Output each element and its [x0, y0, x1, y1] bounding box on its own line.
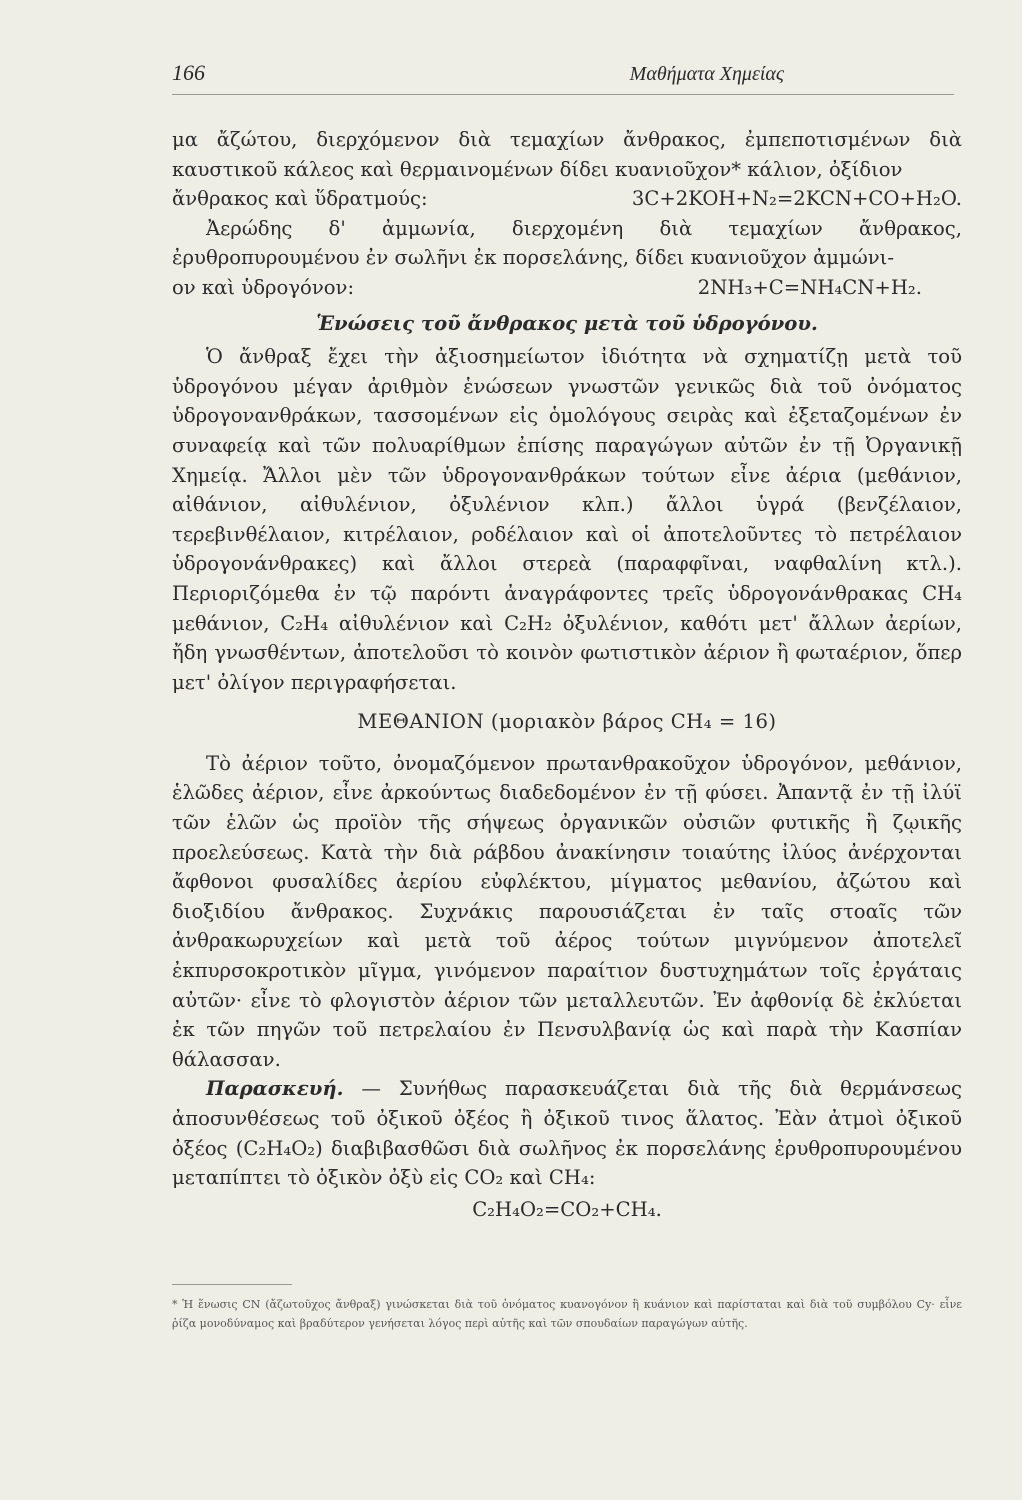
footnote: * Ἡ ἕνωσις CN (ἄζωτοῦχος ἄνθραξ) γινώσκεται διὰ τοῦ ὀνόματος κυανογόνον ἢ κυάνιον καὶ παρίσταται καὶ διὰ τοῦ συμβόλου Cy· εἶνε ῥίζα μονοδύναμος καὶ βραδύτερον γενήσεται λόγος περὶ αὐτῆς καὶ τῶν σπουδαίων παραγώγων αὐτῆς.: [172, 1298, 962, 1331]
formula-line-1: [172, 184, 962, 214]
paragraph-2: Ἀερώδης δ' ἀμμωνία, διερχομένη διὰ τεμαχίων ἄνθρακος, ἐρυθροπυρουμένου ἐν σωλῆνι ἐκ πορσελάνης, δίδει κυανιοῦχον ἀμμώνι-: [172, 216, 962, 270]
paragraph-4: Τὸ ἀέριον τοῦτο, ὀνομαζόμενον πρωτανθρακοῦχον ὑδρογόνον, μεθάνιον, ἑλῶδες ἀέριον, εἶνε ἀρκούντως διαδεδομένον ἐν τῇ φύσει. Ἀπαντᾷ ἐν τῇ ἰλύϊ τῶν ἑλῶν ὡς προϊὸν τῆς σήψεως ὀργανικῶν οὐσιῶν φυτικῆς ἢ ζῳικῆς προελεύσεως. Κατὰ τὴν διὰ ράβδου ἀνακίνησιν τοιαύτης ἰλύος ἀνέρχονται ἄφθονοι φυσαλίδες ἀερίου εὐφλέκτου, μίγματος μεθανίου, ἀζώτου καὶ διοξιδίου ἄνθρακος. Συχνάκις παρουσιάζεται ἐν ταῖς στοαῖς τῶν ἀνθρακωρυχείων καὶ μετὰ τοῦ ἀέρος τούτων μιγνύμενον ἀποτελεῖ ἐκπυρσοκροτικὸν μῖγμα, γινόμενον παραίτιον δυστυχημάτων τοῖς ἐργάταις αὐτῶν· εἶνε τὸ φλογιστὸν ἀέριον τῶν μεταλλευτῶν. Ἐν ἀφθονίᾳ δὲ ἐκλύεται ἐκ τῶν πηγῶν τοῦ πετρελαίου ἐν Πενσυλβανίᾳ ὡς καὶ παρὰ τὴν Κασπίαν θάλασσαν.: [172, 751, 962, 1071]
formula-line-2: [172, 273, 962, 303]
formula-acetic-acid-decomposition: C₂H₄O₂=CO₂+CH₄.: [472, 1197, 662, 1221]
footnote-divider: [172, 1284, 292, 1285]
section-heading-hydrocarbons: Ἑνώσεις τοῦ ἄνθρακος μετὰ τοῦ ὑδρογόνου.: [316, 311, 818, 335]
paragraph-2-end: ον καὶ ὑδρογόνον:: [172, 275, 355, 299]
paragraph-1-end: ἄνθρακος καὶ ὕδρατμούς:: [172, 187, 428, 211]
section-heading-methane: ΜΕΘΑΝΙΟΝ (μοριακὸν βάρος CH₄ = 16): [357, 710, 777, 734]
formula-ammonium-cyanide: 2NH₃+C=NH₄CN+H₂.: [697, 275, 922, 299]
page-number: 166: [172, 60, 205, 85]
paragraph-5: [172, 1074, 962, 1192]
paragraph-3: Ὁ ἄνθραξ ἔχει τὴν ἀξιοσημείωτον ἰδιότητα νὰ σχηματίζῃ μετὰ τοῦ ὑδρογόνου μέγαν ἀριθμὸν ἑνώσεων γνωστῶν γενικῶς διὰ τοῦ ὀνόματος ὑδρογονανθράκων, τασσομένων εἰς ὁμολόγους σειρὰς καὶ ἐξεταζομένων ἐν συναφείᾳ καὶ τῶν πολυαρίθμων ἐπίσης παραγώγων αὐτῶν ἐν τῇ Ὀργανικῇ Χημείᾳ. Ἄλλοι μὲν τῶν ὑδρογονανθράκων τούτων εἶνε ἀέρια (μεθάνιον, αἰθάνιον, αἰθυλένιον, ὀξυλένιον κλπ.) ἄλλοι ὑγρά (βενζέλαιον, τερεβινθέλαιον, κιτρέλαιον, ροδέλαιον καὶ οἱ ἀποτελοῦντες τὸ πετρέλαιον ὑδρογονάνθρακες) καὶ ἄλλοι στερεὰ (παραφφῖναι, ναφθαλίνη κτλ.). Περιοριζόμεθα ἐν τῷ παρόντι ἀναγράφοντες τρεῖς ὑδρογονάνθρακας CH₄ μεθάνιον, C₂H₄ αἰθυλένιον καὶ C₂H₂ ὀξυλένιον, καθότι μετ' ἄλλων ἀερίων, ἤδη γνωσθέντων, ἀποτελοῦσι τὸ κοινὸν φωτιστικὸν ἀέριον ἢ φωταέριον, ὅπερ μετ' ὀλίγον περιγραφήσεται.: [172, 345, 962, 694]
paragraph-5-lead: Παρασκευή.: [206, 1077, 344, 1101]
running-title: Μαθήματα Χημείας: [629, 63, 784, 85]
main-text: [172, 125, 962, 1224]
formula-potassium-cyanide: 3C+2KOH+N₂=2KCN+CO+H₂O.: [631, 187, 962, 211]
paragraph-5-text: — Συνήθως παρασκευάζεται διὰ τῆς διὰ θερμάνσεως ἀποσυνθέσεως τοῦ ὀξικοῦ ὀξέος ἢ ὀξικοῦ τινος ἅλατος. Ἐὰν ἀτμοὶ ὀξικοῦ ὀξέος (C₂H₄O₂) διαβιβασθῶσι διὰ σωλῆνος ἐκ πορσελάνης ἐρυθροπυρουμένου μεταπίπτει τὸ ὀξικὸν ὀξὺ εἰς CO₂ καὶ CH₄:: [172, 1077, 962, 1190]
paragraph-1: μα ἄζώτου, διερχόμενον διὰ τεμαχίων ἄνθρακος, ἐμπεποτισμένων διὰ καυστικοῦ κάλεος καὶ θερμαινομένων δίδει κυανιοῦχον* κάλιον, ὀξίδιον: [172, 128, 962, 181]
page-header: [172, 60, 954, 95]
